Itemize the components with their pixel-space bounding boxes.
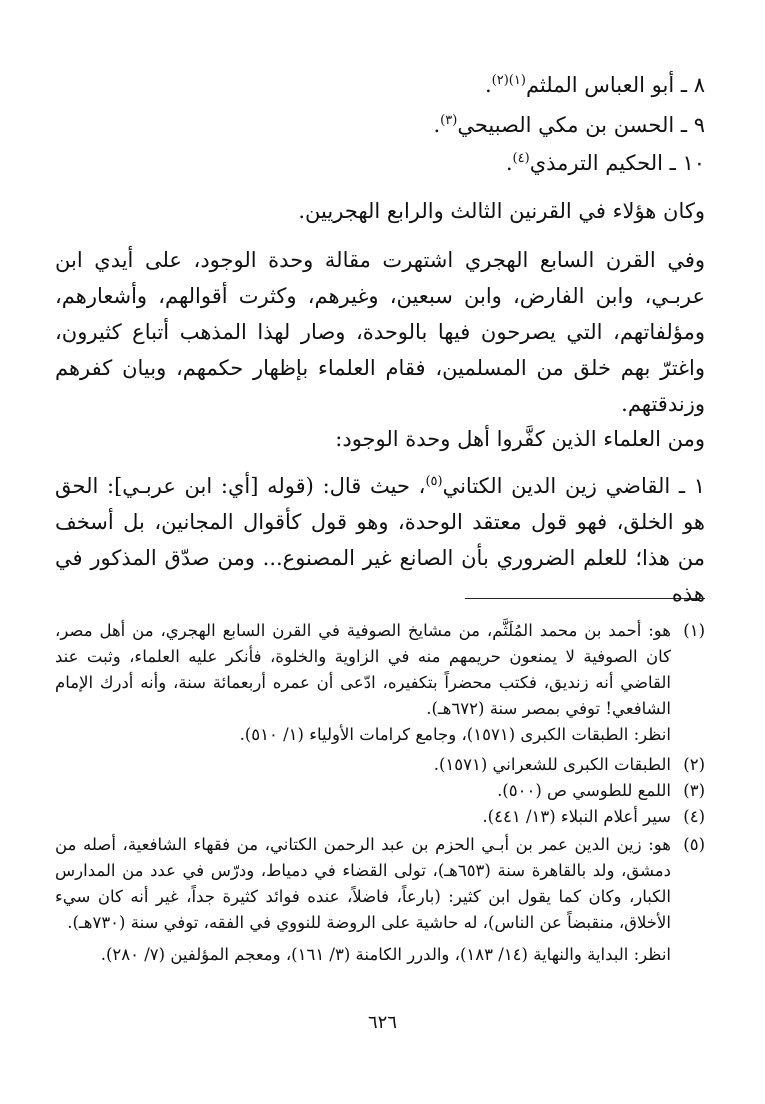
footnote-divider — [465, 598, 705, 599]
footnote-4 — [55, 804, 705, 830]
footnote-number: (٥) — [683, 835, 705, 854]
footnote-text: سير أعلام النبلاء (١٣/ ٤٤١). — [482, 807, 671, 826]
footnote-number: (٣) — [683, 781, 705, 800]
footnote-1-reference: انظر: الطبقات الكبرى (١٥٧١)، وجامع كرامات الأولياء (١/ ٥١٠). — [239, 725, 671, 744]
footnote-marker: (٤) — [512, 151, 530, 166]
footnote-5-reference: انظر: البداية والنهاية (١٤/ ١٨٣)، والدرر الكامنة (٣/ ١٦١)، ومعجم المؤلفين (٧/ ٢٨٠). — [100, 945, 671, 964]
list-item: ٨ ـ أبو العباس الملثم$^{(١)(٢)}$. — [484, 73, 705, 97]
footnote-1 — [55, 618, 705, 722]
footnote-text: اللمع للطوسي ص (٥٠٠). — [497, 781, 671, 800]
footnote-marker: (١)(٢) — [491, 73, 526, 88]
list-item: ١٠ ـ الحكيم الترمذي$^{(٤)}$. — [505, 151, 705, 175]
footnote-marker: (٥) — [425, 474, 443, 489]
scholars-intro: ومن العلماء الذين كفَّروا أهل وحدة الوجود: — [335, 427, 705, 451]
footnote-marker: (٣) — [440, 113, 458, 128]
centuries-note: وكان هؤلاء في القرنين الثالث والرابع الهجريين. — [298, 199, 705, 223]
footnote-number: (٤) — [683, 807, 705, 826]
scholar-item-1: ١ ـ القاضي زين الدين الكتاني$^{(٥)}$، حيث قال: (قوله [أي: ابن عربـي]: الحق هو الخلق، فهو قول معتقد الوحدة، وهو قول كأقوال المجانين، بل أسخف من هذا؛ للعلم الضروري بأن الصانع غير المصنوع... ومن صدّق المذكور في هذه — [55, 474, 706, 606]
footnote-2 — [55, 752, 705, 778]
list-item: ٩ ـ الحسن بن مكي الصبيحي$^{(٣)}$. — [433, 113, 705, 137]
page-number: ٦٢٦ — [367, 1012, 397, 1033]
paragraph-seventh-century: وفي القرن السابع الهجري اشتهرت مقالة وحدة الوجود، على أيدي ابن عربـي، وابن الفارض، وابن سبعين، وغيرهم، وكثرت أقوالهم، وأشعارهم، ومؤلفاتهم، التي يصرحون فيها بالوحدة، وصار لهذا المذهب أتباع كثيرون، واغترّ بهم خلق من المسلمين، فقام العلماء بإظهار حكمهم، وبيان كفرهم وزندقتهم. — [55, 248, 705, 416]
footnote-5 — [55, 832, 705, 936]
footnote-number: (١) — [683, 621, 705, 640]
footnote-text: الطبقات الكبرى للشعراني (١٥٧١). — [433, 755, 671, 774]
footnote-number: (٢) — [683, 755, 705, 774]
footnote-3 — [55, 778, 705, 804]
footnote-text: هو: أحمد بن محمد المُلَثَّم، من مشايخ الصوفية في القرن السابع الهجري، من أهل مصر، كان الصوفية لا يمنعون حريمهم منه في الزاوية والخلوة، فأنكر عليه العلماء، وثبت عند القاضي أنه زنديق، فكتب محضراً بتكفيره، ادّعى أن عمره أربعمائة سنة، وأنه أدرك الإمام الشافعي! توفي بمصر سنة (٦٧٢هـ). — [55, 621, 671, 718]
footnote-text: هو: زين الدين عمر بن أبـي الحزم بن عبد الرحمن الكتاني، من فقهاء الشافعية، أصله من دمشق، ولد بالقاهرة سنة (٦٥٣هـ)، تولى القضاء في دمياط، ودرّس في عدد من المدارس الكبار، وكان كما يقول ابن كثير: (بارعاً، فاضلاً، عنده فوائد كثيرة جداً، غير أنه كان سيء الأخلاق، منقبضاً عن الناس)، له حاشية على الروضة للنووي في الفقه، توفي سنة (٧٣٠هـ). — [55, 835, 671, 932]
